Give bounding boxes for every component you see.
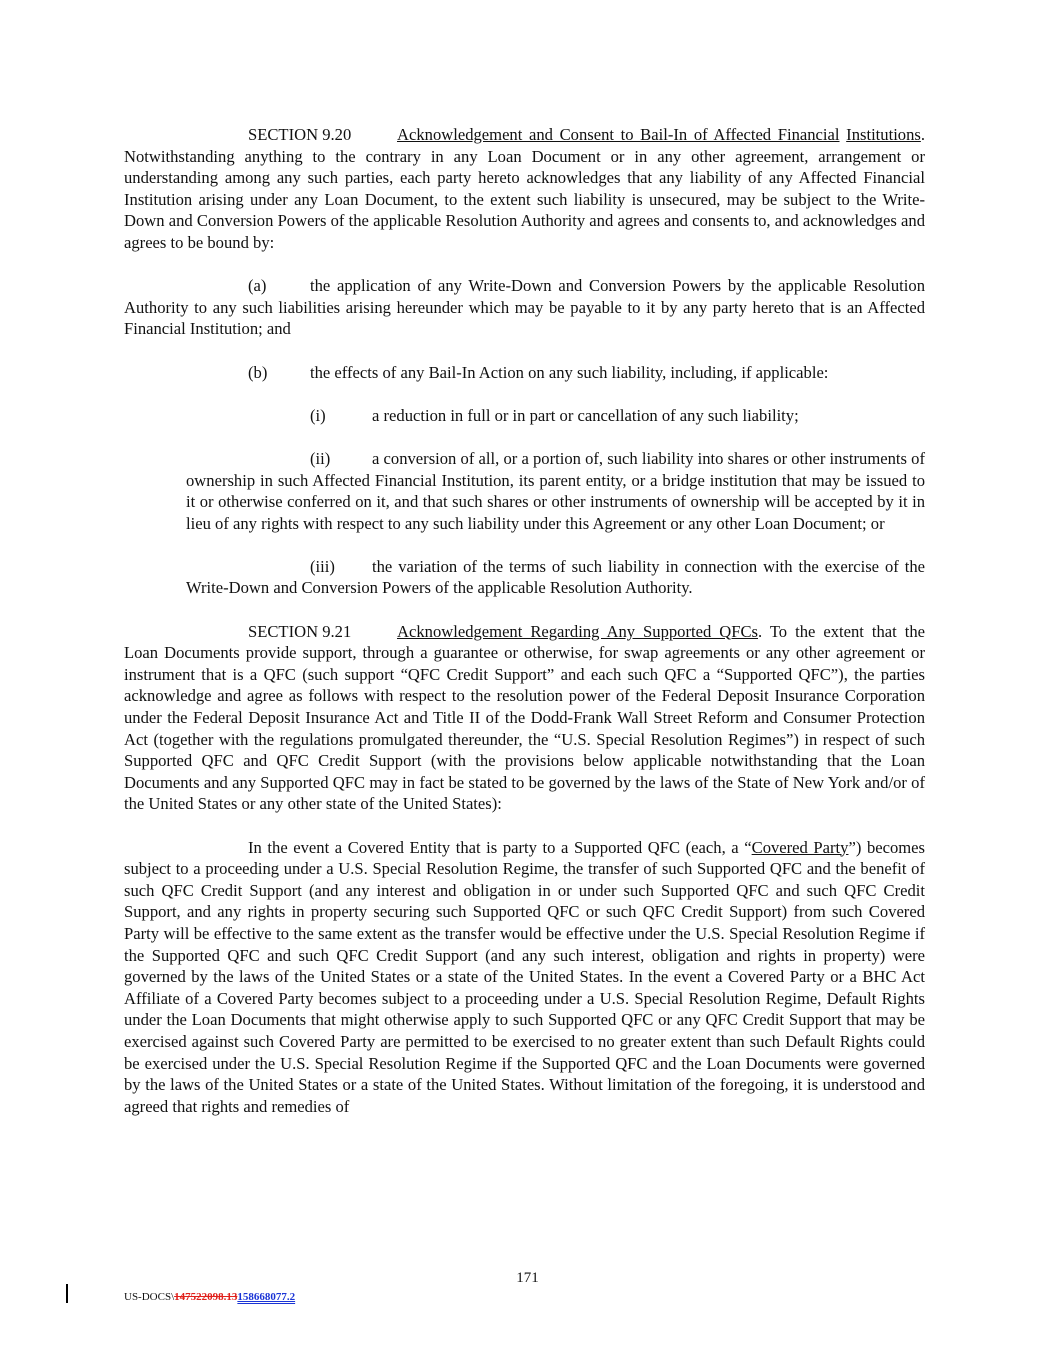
document-page [124, 124, 925, 1117]
section-9-21-body: . To the extent that the Loan Documents provide support, through a guarantee or otherwise, for swap agreements or any other agreement or instrument that is a QFC (such support “QFC Credit Support” and each such QFC a “Supported QFC”), the parties acknowledge and agree as follows with respect to the resolution power of the Federal Deposit Insurance Corporation under the Federal Deposit Insurance Act and Title II of the Dodd-Frank Wall Street Reform and Consumer Protection Act (together with the regulations promulgated thereunder, the “U.S. Special Resolution Regimes”) in respect of such Supported QFC and QFC Credit Support (with the provisions below applicable notwithstanding that the Loan Documents and any Supported QFC may in fact be stated to be governed by the laws of the State of New York and/or of the United States or any other state of the United States): [124, 621, 925, 814]
clause-ii-label: (ii) [310, 448, 331, 468]
clause-b-label: (b) [248, 362, 268, 382]
covered-party-text: ”) becomes subject to a proceeding under a U.S. Special Resolution Regime, the transfer of such Supported QFC and the benefit of such QFC Credit Support (and any interest and obligation in or under such Supported QFC and such QFC Credit Support, and any rights in property securing such Supported QFC or such QFC Credit Support) from such Covered Party will be effective to the same extent as the transfer would be effective under the U.S. Special Resolution Regime if the Supported QFC and such QFC Credit Support (and any such interest, obligation and rights in property) were governed by the laws of the United States or a state of the United States. In the event a Covered Party or a BHC Act Affiliate of a Covered Party becomes subject to a proceeding under a U.S. Special Resolution Regime, Default Rights under the Loan Documents that might otherwise apply to such Supported QFC or any QFC Credit Support that may be exercised against such Covered Party are permitted to be exercised to no greater extent than such Default Rights could be exercised under the U.S. Special Resolution Regime if the Supported QFC and the Loan Documents were governed by the laws of the United States or a state of the United States. Without limitation of the foregoing, it is understood and agreed that rights and remedies of [124, 837, 926, 1116]
doc-id-inserted: 158668077.2 [237, 1291, 296, 1303]
covered-party-term: Covered Party [751, 837, 849, 857]
section-9-20-title-cont: Institutions [846, 125, 921, 144]
clause-i [124, 405, 925, 427]
section-9-21-number: SECTION 9.21 [248, 621, 352, 641]
clause-i-label: (i) [310, 405, 326, 425]
clause-a-label: (a) [248, 276, 267, 296]
covered-party-lead: In the event a Covered Entity that is party to a Supported QFC (each, a “ [248, 837, 752, 857]
section-9-21-title: Acknowledgement Regarding Any Supported QFCs [397, 621, 758, 641]
clause-a-text: the application of any Write-Down and Conversion Powers by the applicable Resolution Authority to any such liabilities arising hereunder which may be payable to it by any party hereto that is an Affected Financial Institution; and [124, 276, 925, 339]
clause-ii [186, 448, 925, 534]
section-9-20-paragraph [124, 124, 925, 254]
doc-id-prefix: US-DOCS\ [124, 1291, 175, 1303]
section-9-21-paragraph [124, 621, 925, 815]
section-9-20-title: Acknowledgement and Consent to Bail-In of Affected Financial [397, 125, 840, 144]
clause-ii-text: a conversion of all, or a portion of, such liability into shares or other instruments of ownership in such Affected Financial Institution, its parent entity, or a bridge institution that may be issued to it or otherwise conferred on it, and that such shares or other instruments of ownership will be accepted by it in lieu of any rights with respect to any such liability under this Agreement or any other Loan Document; or [186, 448, 925, 533]
doc-id-deleted: 147522098.13 [174, 1291, 238, 1303]
section-9-20-number: SECTION 9.20 [248, 125, 352, 144]
clause-b-text: the effects of any Bail-In Action on any such liability, including, if applicable: [310, 362, 829, 382]
clause-i-text: a reduction in full or in part or cancellation of any such liability; [372, 405, 799, 425]
clause-b [124, 362, 925, 384]
covered-party-paragraph [124, 837, 925, 1118]
doc-id-footer [124, 1287, 295, 1309]
clause-iii-label: (iii) [310, 556, 335, 576]
change-bar [66, 1284, 68, 1303]
clause-a [124, 275, 925, 340]
clause-iii-text: the variation of the terms of such liability in connection with the exercise of the Write-Down and Conversion Powers of the applicable Resolution Authority. [186, 556, 925, 598]
section-9-20-body: . Notwithstanding anything to the contrary in any Loan Document or in any other agreement, arrangement or understanding among any such parties, each party hereto acknowledges that any liability of any Affected Financial Institution arising under any Loan Document, to the extent such liability is unsecured, may be subject to the Write-Down and Conversion Powers of the applicable Resolution Authority and agrees and consents to, and acknowledges and agrees to be bound by: [124, 125, 926, 252]
page-number: 171 [516, 1270, 539, 1286]
clause-iii [186, 556, 925, 599]
